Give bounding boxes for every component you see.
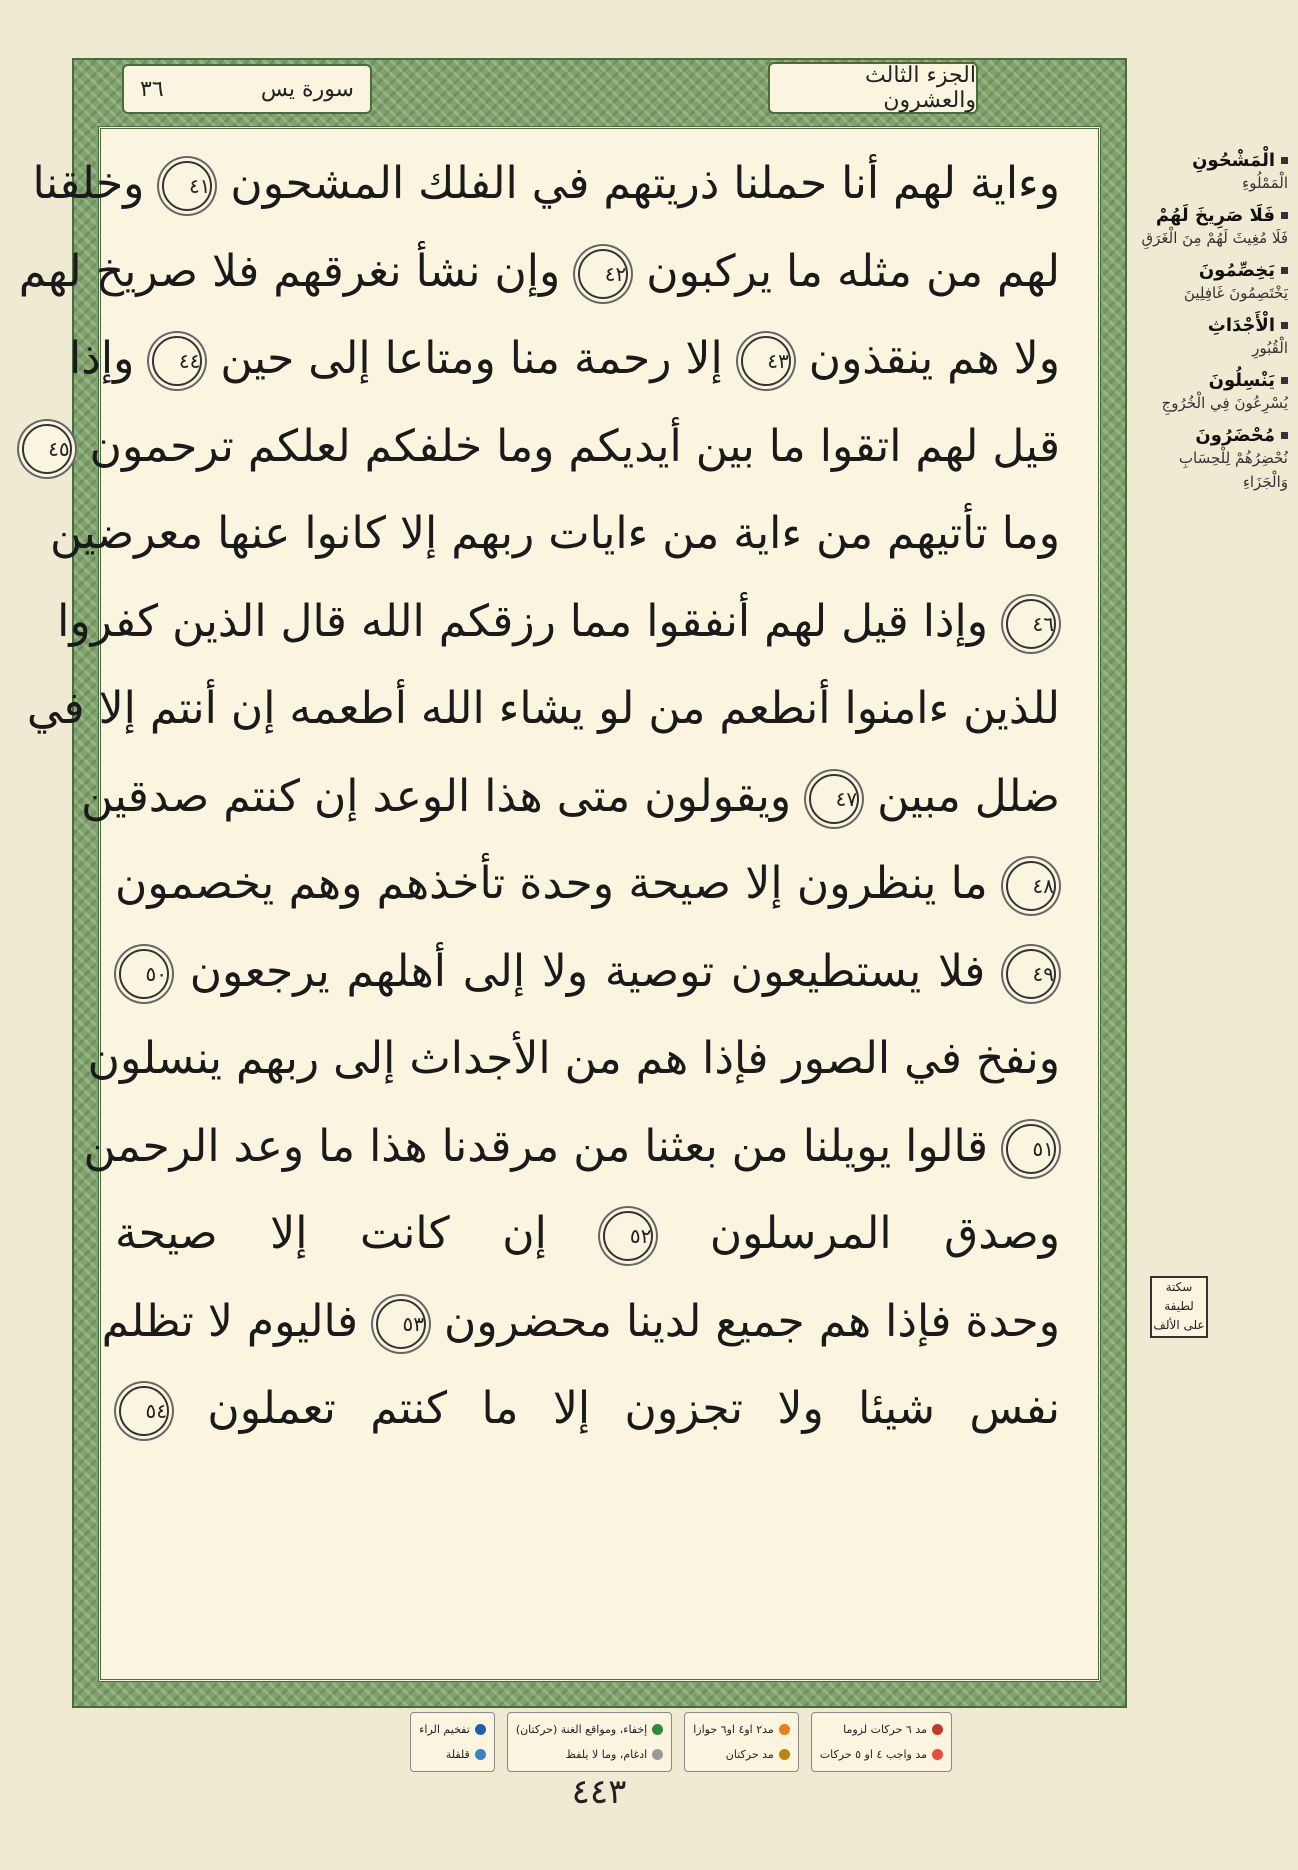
surah-name: سورة يس bbox=[260, 76, 354, 102]
verse-text: لهم من مثله ما يركبون bbox=[646, 245, 1060, 297]
glossary-term: فَلَا صَرِيخَ لَهُمْ bbox=[1155, 205, 1275, 226]
verse-text: وإذا bbox=[69, 333, 135, 384]
surah-number: ٣٦ bbox=[140, 76, 164, 102]
square-bullet-icon bbox=[1281, 322, 1288, 329]
tajweed-legend bbox=[252, 1712, 952, 1772]
glossary-term-row bbox=[1138, 150, 1288, 171]
verse-text: وحدة فإذا هم جميع لدينا محضرون bbox=[444, 1295, 1060, 1347]
legend-item bbox=[820, 1748, 943, 1761]
glossary-term: مُحْضَرُونَ bbox=[1195, 425, 1275, 446]
margin-glossary bbox=[1138, 150, 1288, 504]
legend-item bbox=[419, 1723, 486, 1736]
sakta-line: سكتة bbox=[1165, 1280, 1193, 1294]
verse-line bbox=[115, 1365, 1060, 1453]
glossary-entry bbox=[1138, 150, 1288, 195]
verse-number-marker: ٤٢ bbox=[578, 249, 628, 299]
glossary-definition: فَلَا مُغِيثَ لَهُمْ مِنَ الْغَرَقِ bbox=[1141, 229, 1288, 247]
verse-line bbox=[26, 665, 1060, 753]
verse-number-marker: ٥١ bbox=[1006, 1124, 1056, 1174]
glossary-term: الْأَجْدَاثِ bbox=[1207, 315, 1275, 336]
juz-header bbox=[768, 62, 978, 114]
sakta-line: على الألف bbox=[1153, 1318, 1205, 1332]
legend-label: مد ٦ حركات لزوما bbox=[843, 1723, 927, 1736]
sakta-note bbox=[1150, 1276, 1208, 1338]
verse-line bbox=[18, 228, 1060, 316]
verse-text: قالوا يويلنا من بعثنا من مرقدنا هذا ما وعد الرحمن bbox=[83, 1120, 988, 1172]
color-dot-icon bbox=[652, 1724, 663, 1735]
legend-label: قلقلة bbox=[445, 1748, 470, 1761]
verse-text: ويقولون متى هذا الوعد إن كنتم صدقين bbox=[80, 770, 792, 822]
color-dot-icon bbox=[475, 1749, 486, 1760]
verse-number-marker: ٥٠ bbox=[119, 949, 169, 999]
verse-number-marker: ٤٧ bbox=[809, 774, 859, 824]
verse-text: إلا رحمة منا ومتاعا إلى حين bbox=[220, 333, 723, 384]
verse-text: قيل لهم اتقوا ما بين أيديكم وما خلفكم لعلكم ترحمون bbox=[89, 420, 1060, 472]
glossary-term-row bbox=[1138, 260, 1288, 281]
glossary-term-row bbox=[1138, 425, 1288, 446]
square-bullet-icon bbox=[1281, 212, 1288, 219]
glossary-term: يَخِصِّمُونَ bbox=[1198, 260, 1275, 281]
verse-text: ضلل مبين bbox=[877, 770, 1060, 822]
verse-text: فلا يستطيعون توصية ولا إلى أهلهم يرجعون bbox=[189, 945, 986, 997]
verse-text: وءاية لهم أنا حملنا ذريتهم في الفلك المشحون bbox=[230, 158, 1060, 209]
color-dot-icon bbox=[475, 1724, 486, 1735]
verse-text: وخلقنا bbox=[32, 158, 145, 209]
verse-number-marker: ٥٤ bbox=[119, 1386, 169, 1436]
legend-item bbox=[693, 1748, 790, 1761]
legend-group bbox=[684, 1712, 799, 1772]
verse-text: نفس شيئا ولا تجزون إلا ما كنتم تعملون bbox=[207, 1383, 1060, 1434]
verse-lines bbox=[18, 140, 1060, 1453]
legend-label: مد٢ او٤ او٦ جوازا bbox=[693, 1723, 774, 1736]
glossary-entry bbox=[1138, 370, 1288, 415]
legend-label: مد واجب ٤ او ٥ حركات bbox=[819, 1748, 927, 1761]
verse-line bbox=[69, 315, 1060, 403]
square-bullet-icon bbox=[1281, 377, 1288, 384]
glossary-term-row bbox=[1138, 205, 1288, 226]
glossary-entry bbox=[1138, 205, 1288, 250]
verse-line bbox=[48, 403, 1060, 491]
verse-line bbox=[115, 928, 1060, 1016]
color-dot-icon bbox=[932, 1724, 943, 1735]
verse-text: وإذا قيل لهم أنفقوا مما رزقكم الله قال الذين كفروا bbox=[57, 595, 988, 647]
legend-group bbox=[410, 1712, 495, 1772]
legend-label: تفخيم الراء bbox=[419, 1723, 470, 1736]
glossary-entry bbox=[1138, 260, 1288, 305]
legend-label: ادغام، وما لا يلفظ bbox=[565, 1748, 648, 1761]
square-bullet-icon bbox=[1281, 432, 1288, 439]
verse-text: ما ينظرون إلا صيحة وحدة تأخذهم وهم يخصمون bbox=[115, 858, 988, 909]
verse-number-marker: ٤١ bbox=[162, 161, 212, 211]
verse-text: إن كانت إلا صيحة bbox=[115, 1208, 547, 1259]
color-dot-icon bbox=[779, 1749, 790, 1760]
legend-item bbox=[820, 1723, 943, 1736]
verse-text: ونفخ في الصور فإذا هم من الأجداث إلى ربهم ينسلون bbox=[87, 1033, 1060, 1084]
legend-group bbox=[811, 1712, 952, 1772]
verse-number-marker: ٤٥ bbox=[22, 424, 72, 474]
legend-item bbox=[693, 1723, 790, 1736]
verse-line bbox=[115, 840, 1060, 928]
legend-item bbox=[516, 1748, 663, 1761]
sakta-line: لطيفة bbox=[1164, 1299, 1194, 1313]
verse-number-marker: ٥٣ bbox=[376, 1299, 426, 1349]
glossary-definition: يُسْرِعُونَ فِي الْخُرُوجِ bbox=[1161, 394, 1288, 412]
legend-group bbox=[507, 1712, 672, 1772]
verse-number-marker: ٥٢ bbox=[603, 1211, 653, 1261]
verse-text: وإن نشأ نغرقهم فلا صريخ لهم bbox=[18, 245, 561, 297]
verse-text: وصدق المرسلون bbox=[709, 1208, 1060, 1259]
square-bullet-icon bbox=[1281, 157, 1288, 164]
verse-number-marker: ٤٤ bbox=[152, 336, 202, 386]
glossary-definition: يَخْتَصِمُونَ غَافِلِينَ bbox=[1183, 284, 1288, 302]
glossary-entry bbox=[1138, 425, 1288, 494]
legend-label: إخفاء، ومواقع الغنة (حركتان) bbox=[515, 1723, 648, 1736]
verse-number-marker: ٤٩ bbox=[1006, 949, 1056, 999]
verse-text: ولا هم ينقذون bbox=[808, 333, 1060, 384]
verse-number-marker: ٤٦ bbox=[1006, 599, 1056, 649]
juz-label: الجزء الثالث والعشرون bbox=[865, 63, 976, 113]
verse-text: للذين ءامنوا أنطعم من لو يشاء الله أطعمه إن أنتم إلا في bbox=[26, 683, 1060, 734]
color-dot-icon bbox=[779, 1724, 790, 1735]
square-bullet-icon bbox=[1281, 267, 1288, 274]
verse-line bbox=[83, 1103, 1060, 1191]
glossary-entry bbox=[1138, 315, 1288, 360]
glossary-definition: الْمَمْلُوءِ bbox=[1242, 174, 1288, 192]
legend-item bbox=[516, 1723, 663, 1736]
glossary-term-row bbox=[1138, 315, 1288, 336]
glossary-definition: الْقُبُورِ bbox=[1252, 339, 1288, 357]
verse-text: وما تأتيهم من ءاية من ءايات ربهم إلا كانوا عنها معرضين bbox=[49, 508, 1060, 559]
page-number: ٤٤٣ bbox=[571, 1772, 627, 1812]
verse-line bbox=[32, 140, 1060, 228]
legend-item bbox=[419, 1748, 486, 1761]
color-dot-icon bbox=[932, 1749, 943, 1760]
verse-line bbox=[87, 1015, 1060, 1103]
verse-line bbox=[101, 1278, 1060, 1366]
verse-number-marker: ٤٣ bbox=[741, 336, 791, 386]
verse-text: فاليوم لا تظلم bbox=[101, 1295, 358, 1347]
verse-number-marker: ٤٨ bbox=[1006, 861, 1056, 911]
glossary-term: يَنْسِلُونَ bbox=[1208, 370, 1275, 391]
verse-line bbox=[115, 1190, 1060, 1278]
glossary-term-row bbox=[1138, 370, 1288, 391]
surah-header bbox=[122, 64, 372, 114]
glossary-term: الْمَشْحُونِ bbox=[1192, 150, 1275, 171]
verse-line bbox=[57, 578, 1060, 666]
color-dot-icon bbox=[652, 1749, 663, 1760]
verse-line bbox=[49, 490, 1060, 578]
legend-label: مد حركتان bbox=[725, 1748, 774, 1761]
verse-line bbox=[80, 753, 1060, 841]
glossary-definition: نُحْضِرُهُمْ لِلْحِسَابِ وَالْجَزَاءِ bbox=[1178, 449, 1288, 491]
